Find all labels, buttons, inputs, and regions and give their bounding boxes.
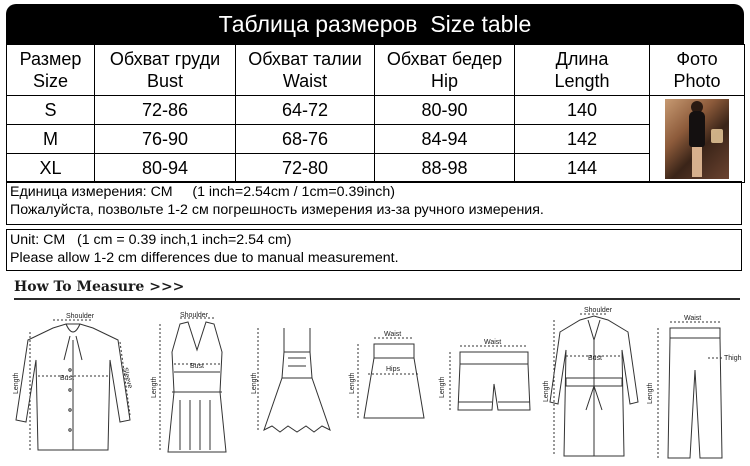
header-photo-ru: Фото [676, 49, 718, 69]
label-length: Length [151, 376, 158, 398]
title-gap [418, 11, 431, 38]
header-length-en: Length [554, 71, 610, 91]
title-ru: Таблица размеров [218, 10, 418, 37]
note-en-tolerance: Please allow 1-2 cm differences due to manual measurement. [10, 250, 399, 266]
label-length: Length [439, 376, 446, 398]
note-en [6, 229, 742, 271]
label-shoulder: Shoulder [584, 307, 613, 314]
cell-hip: 88-98 [375, 154, 515, 183]
label-hips: Hips [386, 366, 401, 373]
title-bar [6, 4, 744, 44]
measurement-diagrams [0, 300, 750, 466]
header-length-ru: Длина [555, 49, 609, 69]
label-shoulder: Shoulder [66, 313, 95, 320]
table-header-row [7, 45, 745, 96]
table-row [7, 125, 745, 154]
title-en: Size table [430, 10, 532, 37]
skirt-diagram [349, 324, 432, 434]
cell-bust: 72-86 [95, 96, 236, 125]
photo-model-legs [692, 147, 702, 177]
cell-bust: 80-94 [95, 154, 236, 183]
header-waist-ru: Обхват талии [248, 49, 362, 69]
cell-waist: 72-80 [236, 154, 375, 183]
cell-hip: 84-94 [375, 125, 515, 154]
label-thigh: Thigh [724, 355, 742, 362]
how-to-measure-title: How To Measure >>> [14, 279, 185, 295]
label-waist: Waist [684, 315, 702, 322]
header-size [7, 45, 95, 96]
label-length: Length [647, 382, 654, 404]
cell-length: 142 [515, 125, 650, 154]
header-size-ru: Размер [19, 49, 82, 69]
header-photo [650, 45, 745, 96]
trousers-diagram [648, 314, 748, 466]
header-waist-en: Waist [282, 71, 328, 91]
coat-diagram [544, 306, 644, 464]
header-bust-en: Bust [146, 71, 184, 91]
table-row [7, 96, 745, 125]
note-ru [6, 181, 742, 225]
note-en-unit: Unit: CM (1 cm = 0.39 inch,1 inch=2.54 cm) [10, 232, 292, 248]
product-photo [665, 99, 729, 179]
label-waist: Waist [384, 331, 402, 338]
note-ru-tolerance: Пожалуйста, позвольте 1-2 см погрешность измерения из-за ручного измерения. [10, 202, 544, 218]
label-shoulder: Shoulder [180, 312, 209, 319]
header-bust [95, 45, 236, 96]
label-waist: Waist [484, 339, 502, 346]
cell-length: 140 [515, 96, 650, 125]
label-length: Length [349, 372, 356, 394]
table-row [7, 154, 745, 183]
header-hip-ru: Обхват бедер [386, 49, 503, 69]
cell-size: XL [7, 154, 95, 183]
camisole-diagram [150, 312, 245, 462]
cell-length: 144 [515, 154, 650, 183]
label-bust: Bust [588, 355, 603, 362]
photo-cell [650, 96, 745, 183]
header-hip [375, 45, 515, 96]
photo-model-dress [689, 111, 705, 147]
cell-size: S [7, 96, 95, 125]
header-bust-ru: Обхват груди [109, 49, 221, 69]
header-length [515, 45, 650, 96]
blouse-diagram [8, 310, 138, 460]
label-length: Length [543, 380, 550, 402]
header-hip-en: Hip [430, 71, 458, 91]
photo-lamp [711, 129, 723, 143]
cell-bust: 76-90 [95, 125, 236, 154]
header-size-en: Size [32, 71, 68, 91]
label-length: Length [251, 372, 258, 394]
shorts-diagram [440, 332, 540, 422]
cell-waist: 64-72 [236, 96, 375, 125]
note-ru-unit: Единица измерения: CM (1 inch=2.54cm / 1cm=0.39inch) [10, 184, 396, 200]
label-sleeve: Sleeve [121, 366, 134, 390]
cell-size: M [7, 125, 95, 154]
cell-hip: 80-90 [375, 96, 515, 125]
header-waist [236, 45, 375, 96]
label-bust: Bust [190, 363, 205, 370]
cell-waist: 68-76 [236, 125, 375, 154]
label-length: Length [13, 372, 20, 394]
dress-diagram [252, 318, 342, 458]
header-photo-en: Photo [673, 71, 721, 91]
size-table [6, 44, 745, 183]
label-bust: Bust [60, 375, 75, 382]
